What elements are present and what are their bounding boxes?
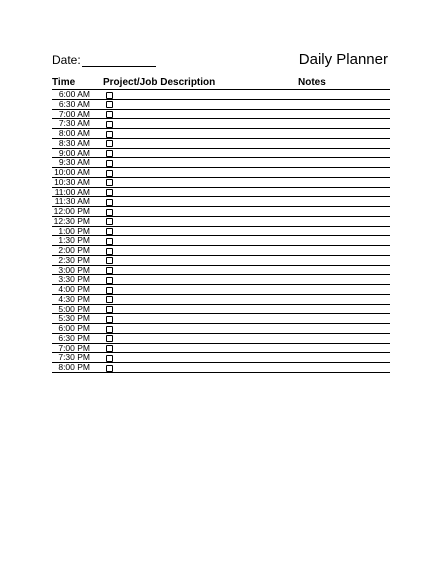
table-row (52, 324, 390, 334)
row-time: 6:30 AM (58, 98, 90, 109)
table-row (52, 285, 390, 295)
column-header-notes: Notes (298, 77, 326, 88)
table-row (52, 305, 390, 315)
checkbox-icon[interactable] (106, 209, 113, 216)
row-time: 2:00 PM (58, 245, 90, 255)
checkbox-icon[interactable] (106, 335, 113, 342)
checkbox-icon[interactable] (106, 92, 113, 99)
row-time: 3:30 PM (58, 274, 90, 285)
table-row (52, 100, 390, 110)
checkbox-icon[interactable] (106, 101, 113, 108)
row-time: 4:00 PM (58, 284, 90, 294)
row-time: 8:30 AM (58, 137, 90, 148)
table-row (52, 119, 390, 129)
table-row (52, 217, 390, 227)
table-row (52, 197, 390, 207)
checkbox-icon[interactable] (106, 170, 113, 177)
table-row (52, 90, 390, 100)
table-row (52, 139, 390, 149)
checkbox-icon[interactable] (106, 238, 113, 245)
checkbox-icon[interactable] (106, 287, 113, 294)
checkbox-icon[interactable] (106, 218, 113, 225)
checkbox-icon[interactable] (106, 296, 113, 303)
table-row (52, 314, 390, 324)
checkbox-icon[interactable] (106, 365, 113, 372)
table-row (52, 246, 390, 256)
checkbox-icon[interactable] (106, 111, 113, 118)
table-row (52, 266, 390, 276)
checkbox-icon[interactable] (106, 199, 113, 206)
row-time: 4:30 PM (58, 293, 90, 304)
table-row (52, 334, 390, 344)
checkbox-icon[interactable] (106, 257, 113, 264)
checkbox-icon[interactable] (106, 306, 113, 313)
row-time: 7:30 PM (58, 352, 90, 363)
row-time: 12:00 PM (53, 206, 90, 216)
table-row (52, 178, 390, 188)
table-row (52, 110, 390, 120)
row-time: 7:30 AM (58, 118, 90, 129)
column-header-project: Project/Job Description (103, 77, 216, 88)
checkbox-icon[interactable] (106, 355, 113, 362)
row-time: 10:00 AM (54, 167, 90, 177)
row-time: 1:30 PM (58, 235, 90, 246)
row-time: 2:30 PM (58, 254, 90, 265)
row-time: 12:30 PM (53, 215, 90, 226)
checkbox-icon[interactable] (106, 121, 113, 128)
checkbox-icon[interactable] (106, 140, 113, 147)
row-time: 6:00 AM (58, 89, 90, 99)
checkbox-icon[interactable] (106, 228, 113, 235)
row-time: 8:00 AM (58, 128, 90, 138)
row-time: 9:00 AM (58, 147, 90, 158)
schedule-table (52, 90, 390, 373)
checkbox-icon[interactable] (106, 277, 113, 284)
table-row (52, 129, 390, 139)
date-field (52, 53, 156, 67)
row-time: 8:00 PM (58, 362, 90, 372)
table-row (52, 275, 390, 285)
column-header-time: Time (52, 77, 76, 88)
table-row (52, 149, 390, 159)
row-time: 7:00 PM (58, 342, 90, 353)
table-row (52, 363, 390, 373)
table-row (52, 344, 390, 354)
table-row (52, 227, 390, 237)
table-row (52, 158, 390, 168)
checkbox-icon[interactable] (106, 179, 113, 186)
row-time: 10:30 AM (54, 176, 90, 187)
row-time: 6:00 PM (58, 323, 90, 333)
table-row (52, 168, 390, 178)
checkbox-icon[interactable] (106, 267, 113, 274)
date-blank-line[interactable] (82, 54, 156, 67)
row-time: 3:00 PM (58, 264, 90, 275)
page-title: Daily Planner (298, 51, 388, 68)
date-label: Date: (52, 53, 81, 67)
row-time: 9:30 AM (58, 157, 90, 168)
table-row (52, 207, 390, 217)
checkbox-icon[interactable] (106, 160, 113, 167)
table-header (52, 76, 390, 90)
checkbox-icon[interactable] (106, 248, 113, 255)
table-row (52, 353, 390, 363)
table-row (52, 295, 390, 305)
table-row (52, 236, 390, 246)
row-time: 5:30 PM (58, 313, 90, 324)
checkbox-icon[interactable] (106, 326, 113, 333)
checkbox-icon[interactable] (106, 345, 113, 352)
table-row (52, 256, 390, 266)
checkbox-icon[interactable] (106, 316, 113, 323)
table-row (52, 188, 390, 198)
row-time: 11:00 AM (54, 186, 90, 197)
row-time: 5:00 PM (58, 303, 90, 314)
row-time: 1:00 PM (58, 225, 90, 236)
checkbox-icon[interactable] (106, 131, 113, 138)
checkbox-icon[interactable] (106, 150, 113, 157)
row-time: 6:30 PM (58, 332, 90, 343)
checkbox-icon[interactable] (106, 189, 113, 196)
row-time: 11:30 AM (54, 196, 90, 207)
row-time: 7:00 AM (58, 108, 90, 119)
